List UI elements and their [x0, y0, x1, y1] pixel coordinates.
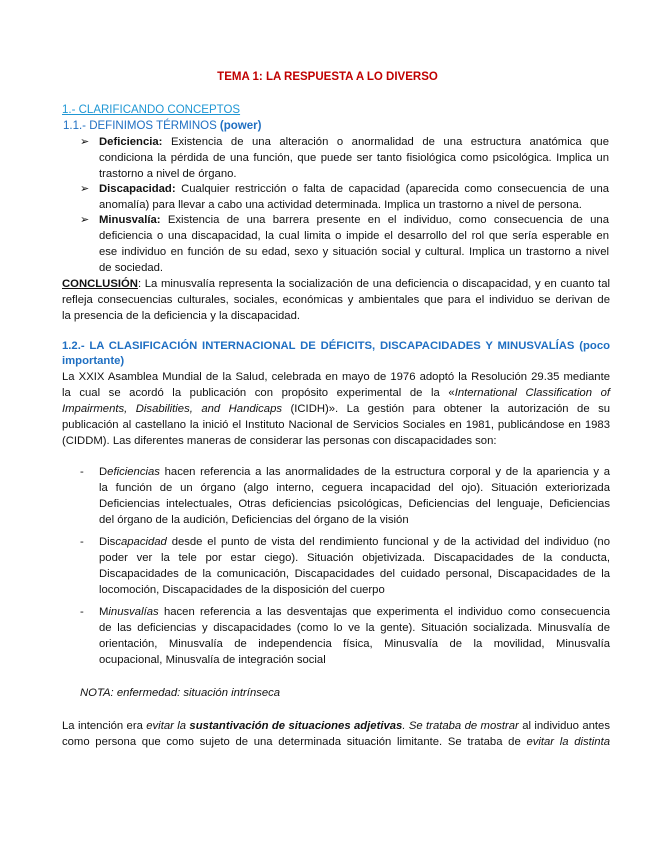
- final-line-2: [62, 735, 610, 750]
- final-g: evitar la distinta: [526, 736, 611, 748]
- dash-bullet-icon: -: [80, 466, 84, 478]
- def-item-a: D: [99, 466, 108, 478]
- section-1-2-note: (poco: [579, 340, 611, 352]
- minusvalia-line-4: de sociedad.: [99, 262, 164, 274]
- discapacidad-line-2: anomalía) para llevar a cabo una actividad determinada. Implica un trastorno a nivel de persona.: [99, 199, 582, 211]
- arrow-bullet-icon: ➢: [80, 136, 90, 148]
- nota: NOTA: enfermedad: situación intrínseca: [80, 687, 281, 699]
- asamblea-text-2b: International Classification of: [454, 387, 610, 399]
- min-item-a: M: [99, 606, 109, 618]
- final-d: . Se trataba de mostrar: [402, 720, 519, 732]
- asamblea-text-3a: Impairments, Disabilities, and Handicaps: [62, 403, 283, 415]
- dis-item-line-3: Discapacidades de la comunicación, Discapacidades del cuidado personal, Discapacidades de la: [99, 568, 610, 580]
- def-item-line-4: del órgano de la audición, Deficiencias del órgano de la visión: [99, 514, 409, 526]
- minusvalia-text-1: Existencia de una barrera presente en el individuo, como consecuencia de una: [167, 214, 609, 226]
- deficiencia-line-1: [99, 135, 609, 150]
- conclusion-text-1: : La minusvalía representa la socialización de una deficiencia o discapacidad, y en cuanto tal: [137, 278, 610, 290]
- def-item-text-1: hacen referencia a las anormalidades de la estructura corporal y de la apariencia y a: [164, 466, 610, 478]
- min-item-b: inusvalías: [108, 606, 159, 618]
- deficiencia-term: Deficiencia:: [99, 136, 163, 148]
- asamblea-line-5: (CIDDM). Las diferentes maneras de considerar las personas con discapacidades son:: [62, 435, 497, 447]
- dash-bullet-icon: -: [80, 536, 84, 548]
- discapacidad-term: Discapacidad:: [99, 183, 176, 195]
- dis-item-line-4: locomoción, Discapacidades de la disposición del cuerpo: [99, 584, 385, 596]
- section-1-2-title: 1.2.- LA CLASIFICACIÓN INTERNACIONAL DE DÉFICITS, DISCAPACIDADES Y MINUSVALÍAS: [62, 340, 575, 352]
- dis-item-text-1: desde el punto de vista del rendimiento funcional y de la actividad del individuo (no: [171, 536, 610, 548]
- asamblea-line-4: publicación al castellano la inició el Instituto Nacional de Servicios Sociales en 1981, publicándose en 1983: [62, 419, 610, 431]
- discapacidad-line-1: [99, 182, 609, 197]
- dis-item-a: Dis: [99, 536, 116, 548]
- dis-item-line-1: [99, 535, 610, 550]
- asamblea-line-2: [62, 386, 610, 401]
- min-item-text-1: hacen referencia a las desventajas que experimenta el individuo como consecuencia: [163, 606, 610, 618]
- final-c: sustantivación de situaciones adjetivas: [189, 720, 403, 732]
- min-item-line-1: [99, 605, 610, 620]
- minusvalia-line-2: deficiencia o una discapacidad, la cual limita o impide el desarrollo del rol que sería esperable en: [99, 230, 609, 242]
- conclusion-line-2: refleja consecuencias culturales, sociales, económicas y ambientales que para el individuo se derivan de: [62, 294, 610, 306]
- final-f: como persona que como sujeto de una determinada situación limitante. Se trataba de: [62, 736, 521, 748]
- minusvalia-line-3: ese individuo en función de su edad, sexo y situación social y cultural. Implica un trastorno a nivel: [99, 246, 609, 258]
- conclusion-line-1: [62, 277, 610, 292]
- discapacidad-text-1: Cualquier restricción o falta de capacidad (aparecida como consecuencia de una: [181, 183, 610, 195]
- section-1-2-heading-line-1: [62, 339, 610, 354]
- final-line-1: [62, 719, 610, 734]
- deficiencia-line-2: condiciona la pérdida de una función, que puede ser tanto fisiológica como psicológica. Implica un: [99, 152, 609, 164]
- min-item-line-3: orientación, Minusvalía de independencia física, Minusvalía de la movilidad, Minusvalía: [99, 638, 610, 650]
- conclusion-line-3: la presencia de la deficiencia y la discapacidad.: [62, 310, 301, 322]
- def-item-b: eficiencias: [107, 466, 160, 478]
- dis-item-b: capacidad: [115, 536, 167, 548]
- conclusion-term: CONCLUSIÓN: [62, 278, 138, 290]
- section-1-heading: 1.- CLARIFICANDO CONCEPTOS: [62, 104, 241, 116]
- deficiencia-text-1: Existencia de una alteración o anormalidad de una estructura anatómica que: [170, 136, 609, 148]
- dash-bullet-icon: -: [80, 606, 84, 618]
- def-item-line-2: la función de un órgano (algo interno, ceguera incapacidad del ojo). Situación exteriorizada: [99, 482, 610, 494]
- final-e: al individuo antes: [522, 720, 610, 732]
- minusvalia-line-1: [99, 213, 609, 228]
- asamblea-line-1: La XXIX Asamblea Mundial de la Salud, celebrada en mayo de 1976 adoptó la Resolución 29.35 mediante: [62, 371, 610, 383]
- subsection-1-1: [63, 119, 261, 134]
- dis-item-line-2: poder ver la tele por estar ciego). Situación objetivizada. Discapacidades de la conducta,: [99, 552, 610, 564]
- final-b: evitar la: [146, 720, 187, 732]
- min-item-line-4: ocupacional, Minusvalía de integración social: [99, 654, 326, 666]
- arrow-bullet-icon: ➢: [80, 214, 90, 226]
- section-1-2-heading-line-2: importante): [62, 355, 125, 367]
- def-item-line-3: Deficiencias intelectuales, Otras deficiencias psicológicas, Deficiencias del lenguaje, Deficiencias: [99, 498, 610, 510]
- arrow-bullet-icon: ➢: [80, 183, 90, 195]
- def-item-line-1: [99, 465, 610, 480]
- deficiencia-line-3: trastorno a nivel de órgano.: [99, 168, 237, 180]
- subsection-1-1-note: (power): [219, 120, 262, 132]
- minusvalia-term: Minusvalía:: [99, 214, 161, 226]
- asamblea-text-3b: (ICIDH)». La gestión para obtener la autorización de su: [290, 403, 611, 415]
- page-title: TEMA 1: LA RESPUESTA A LO DIVERSO: [217, 71, 438, 83]
- min-item-line-2: de las deficiencias y discapacidades (como lo ve la gente). Situación socializada. Minusvalía de: [99, 622, 610, 634]
- subsection-1-1-title: 1.1.- DEFINIMOS TÉRMINOS: [63, 120, 217, 132]
- asamblea-text-2a: la cual se acordó la publicación con propósito experimental de la «: [62, 387, 455, 399]
- final-a: La intención era: [62, 720, 143, 732]
- asamblea-line-3: [62, 402, 610, 417]
